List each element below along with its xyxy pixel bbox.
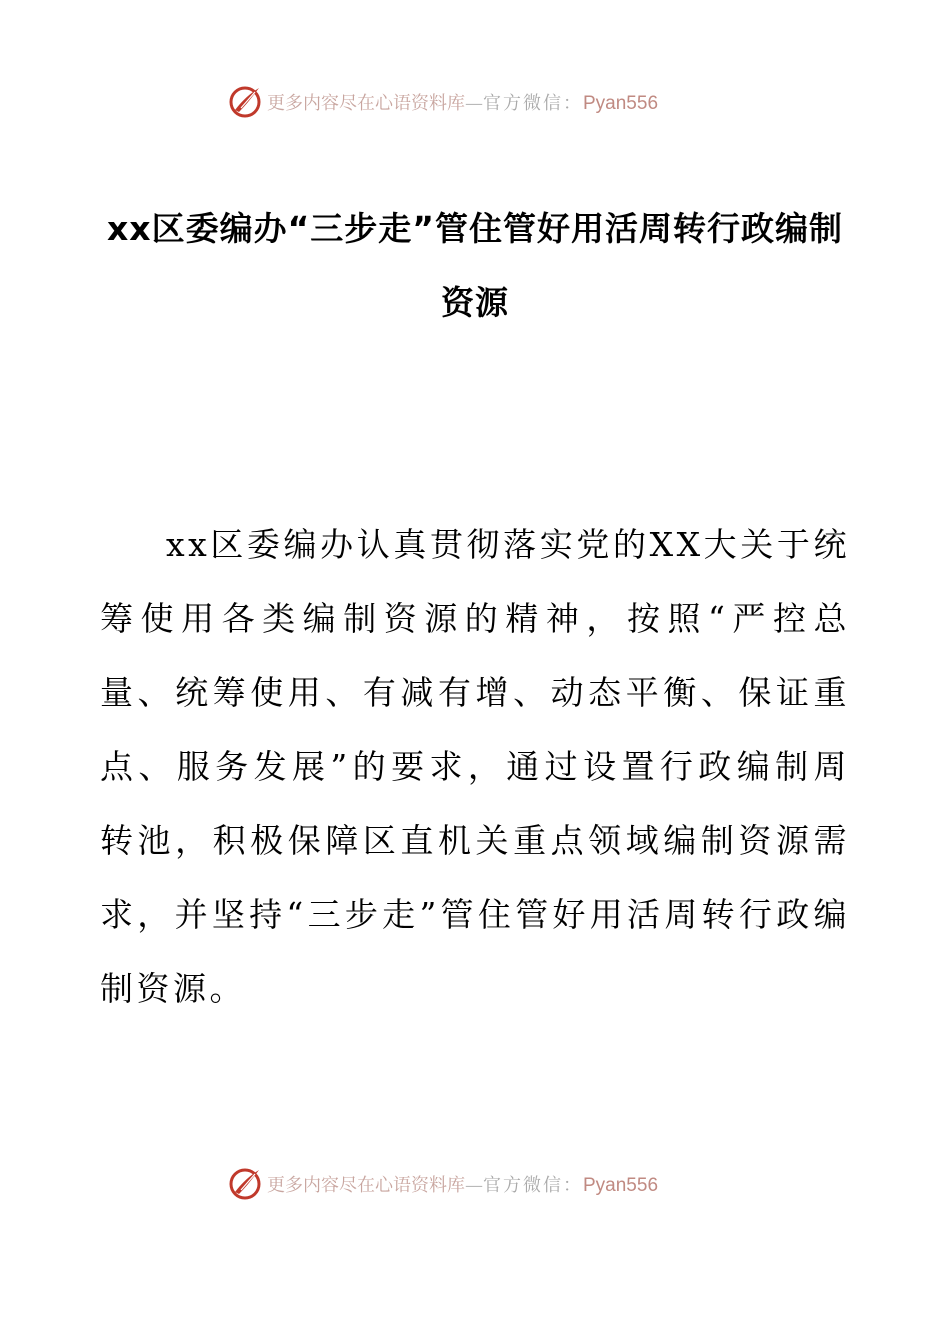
header-banner [0, 80, 950, 124]
banner-text: 更多内容尽在心语资料库—官方微信：Pyan556 [267, 93, 659, 114]
quill-logo-icon [227, 1166, 263, 1202]
wechat-id: Pyan556 [583, 93, 659, 114]
body-paragraph: xx区委编办认真贯彻落实党的XX大关于统筹使用各类编制资源的精神，按照“严控总量、统筹使用、有减有增、动态平衡、保证重点、服务发展”的要求，通过设置行政编制周转池，积极保障区直机关重点领域编制资源需求，并坚持“三步走”管住管好用活周转行政编制资源。 [100, 525, 850, 1008]
footer-banner [0, 1162, 950, 1206]
wechat-id: Pyan556 [583, 1175, 659, 1196]
wechat-label: 官方微信： [483, 93, 583, 114]
banner-text: 更多内容尽在心语资料库—官方微信：Pyan556 [267, 1175, 659, 1196]
quill-logo-icon [227, 84, 263, 120]
document-title: xx区委编办“三步走”管住管好用活周转行政编制资源 [107, 209, 843, 322]
wechat-label: 官方微信： [483, 1175, 583, 1196]
